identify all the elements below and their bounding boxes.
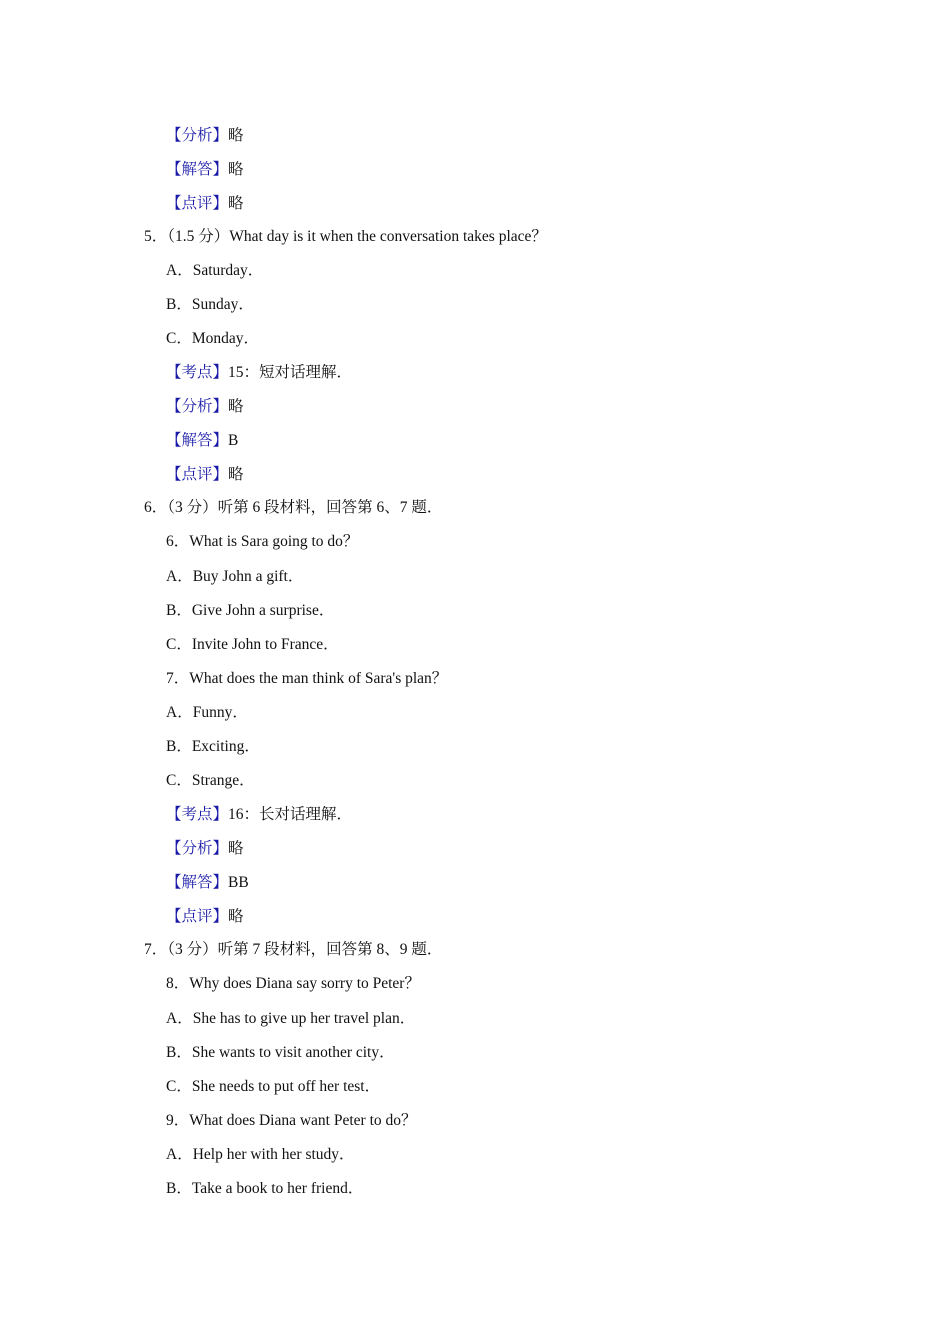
option-b: B．Sunday．: [166, 296, 254, 313]
option-c: C．Strange．: [166, 772, 255, 789]
option-c: C．She needs to put off her test．: [166, 1078, 381, 1095]
question-7: 7．（3 分）听第 7 段材料，回答第 8、9 题．: [144, 941, 443, 958]
analysis-tag: 【分析】: [166, 127, 229, 144]
option-a: A．Buy John a gift．: [166, 568, 304, 585]
sub-question-7: 7．What does the man think of Sara's plan？: [166, 670, 448, 687]
analysis-line: [166, 839, 244, 859]
comment-text: 略: [228, 908, 244, 925]
comment-text: 略: [228, 466, 244, 483]
answer-text: B: [228, 432, 239, 449]
analysis-line: [166, 397, 244, 417]
answer-tag: 【解答】: [166, 874, 229, 891]
option-a: A．Help her with her study．: [166, 1146, 355, 1163]
comment-tag: 【点评】: [166, 466, 229, 483]
knowledge-point-line: [166, 805, 352, 825]
sub-question-6: 6．What is Sara going to do？: [166, 533, 359, 550]
analysis-tag: 【分析】: [166, 398, 229, 415]
knowledge-point-line: [166, 363, 352, 383]
analysis-text: 略: [228, 398, 244, 415]
comment-line: [166, 194, 244, 214]
analysis-line: [166, 126, 244, 146]
option-b: B．Exciting．: [166, 738, 260, 755]
answer-line: [166, 431, 238, 451]
comment-line: [166, 465, 244, 485]
knowledge-point-text: 15：短对话理解．: [228, 364, 353, 381]
knowledge-point-tag: 【考点】: [166, 806, 229, 823]
option-b: B．Give John a surprise．: [166, 602, 335, 619]
option-c: C．Monday．: [166, 330, 260, 347]
analysis-text: 略: [228, 127, 244, 144]
sub-question-9: 9．What does Diana want Peter to do？: [166, 1112, 417, 1129]
option-a: A．Saturday．: [166, 262, 264, 279]
comment-text: 略: [228, 195, 244, 212]
answer-tag: 【解答】: [166, 432, 229, 449]
sub-question-8: 8．Why does Diana say sorry to Peter？: [166, 975, 420, 992]
option-a: A．Funny．: [166, 704, 248, 721]
question-5: 5．（1.5 分）What day is it when the conversation takes place？: [144, 228, 547, 245]
answer-line: [166, 160, 244, 180]
analysis-tag: 【分析】: [166, 840, 229, 857]
answer-tag: 【解答】: [166, 161, 229, 178]
comment-tag: 【点评】: [166, 908, 229, 925]
comment-line: [166, 907, 244, 927]
question-6: 6．（3 分）听第 6 段材料，回答第 6、7 题．: [144, 499, 443, 516]
option-c: C．Invite John to France．: [166, 636, 339, 653]
option-a: A．She has to give up her travel plan．: [166, 1010, 416, 1027]
comment-tag: 【点评】: [166, 195, 229, 212]
answer-text: 略: [228, 161, 244, 178]
answer-line: [166, 873, 249, 893]
knowledge-point-tag: 【考点】: [166, 364, 229, 381]
knowledge-point-text: 16：长对话理解．: [228, 806, 353, 823]
answer-text: BB: [228, 874, 249, 891]
analysis-text: 略: [228, 840, 244, 857]
option-b: B．Take a book to her friend．: [166, 1180, 364, 1197]
option-b: B．She wants to visit another city．: [166, 1044, 395, 1061]
